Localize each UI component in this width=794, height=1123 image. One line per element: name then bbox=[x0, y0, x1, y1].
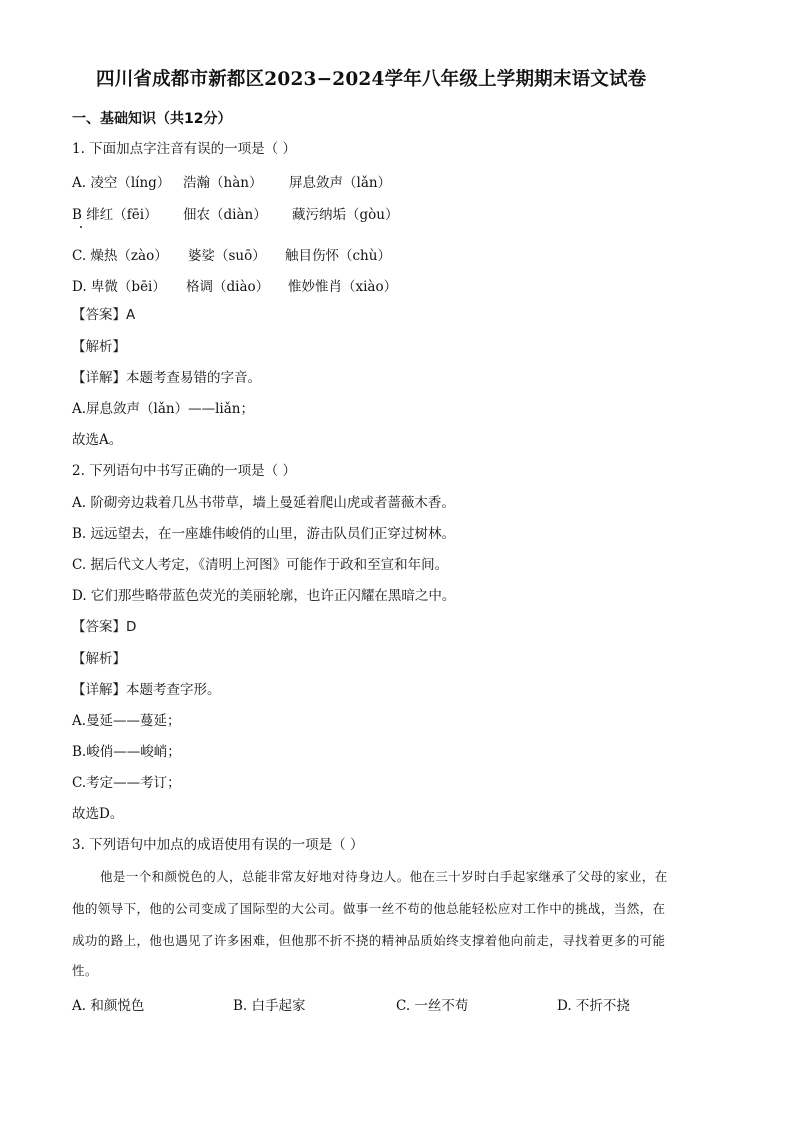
q3-option-d: D. 不折不挠 bbox=[557, 998, 630, 1014]
q3-passage-line-1: 他是一个和颜悦色的人，总能非常友好地对待身边人。他在三十岁时白手起家继承了父母的家业，在 bbox=[100, 869, 668, 884]
q1-note: A.屏息敛声（lǎn）——liǎn； bbox=[72, 401, 254, 417]
emphasis-dot bbox=[80, 226, 82, 228]
exam-title: 四川省成都市新都区2023−2024学年八年级上学期期末语文试卷 bbox=[96, 69, 647, 90]
q2-note-1: A.曼延——蔓延； bbox=[72, 713, 181, 729]
q1-option-d-2: 格调（diào） bbox=[186, 279, 270, 295]
q3-passage-line-4: 性。 bbox=[72, 963, 98, 978]
q1-answer: 【答案】A bbox=[72, 307, 136, 323]
q3-option-b: B. 白手起家 bbox=[233, 998, 306, 1014]
q2-choose: 故选D。 bbox=[72, 806, 124, 822]
q2-option-b: B. 远远望去，在一座雄伟峻俏的山里，游击队员们正穿过树林。 bbox=[72, 526, 456, 542]
q1-option-d-3: 惟妙惟肖（xiào） bbox=[288, 279, 398, 295]
q3-passage-line-3: 成功的路上，他也遇见了许多困难，但他那不折不挠的精神品质始终支撑着他向前走，寻找着更多的可能 bbox=[72, 933, 666, 948]
q1-option-c-3: 触目伤怀（chù） bbox=[285, 248, 391, 264]
q3-passage-line-2: 他的领导下，他的公司变成了国际型的大公司。做事一丝不苟的他总能轻松应对工作中的挑战，当然，在 bbox=[72, 901, 666, 916]
q2-note-2: B.峻俏——峻峭； bbox=[72, 744, 181, 760]
q3-option-a: A. 和颜悦色 bbox=[72, 998, 145, 1014]
q1-option-a-1: A. 凌空（líng） bbox=[72, 175, 171, 191]
q2-option-a: A. 阶砌旁边栽着几丛书带草，墙上曼延着爬山虎或者蔷薇木香。 bbox=[72, 495, 455, 511]
q1-option-a-2: 浩瀚（hàn） bbox=[183, 175, 263, 191]
q1-option-c-2: 婆娑（suō） bbox=[188, 248, 266, 264]
q1-option-b-3: 藏污纳垢（gòu） bbox=[292, 207, 399, 223]
q2-option-d: D. 它们那些略带蓝色荧光的美丽轮廓，也许正闪耀在黑暗之中。 bbox=[72, 588, 456, 604]
q1-option-b-1: B 绯红（fēi） bbox=[72, 207, 158, 223]
q1-analysis-label: 【解析】 bbox=[72, 339, 126, 355]
q2-option-c: C. 据后代文人考定，《清明上河图》可能作于政和至宣和年间。 bbox=[72, 557, 449, 573]
q1-option-b-2: 佃农（diàn） bbox=[183, 207, 267, 223]
q1-choose: 故选A。 bbox=[72, 432, 123, 448]
q1-option-d-1: D. 卑微（bēi） bbox=[72, 279, 166, 295]
q2-stem: 2. 下列语句中书写正确的一项是（ ） bbox=[72, 463, 296, 479]
q2-detail: 【详解】本题考查字形。 bbox=[72, 682, 221, 698]
q2-analysis-label: 【解析】 bbox=[72, 651, 126, 667]
q2-note-3: C.考定——考订； bbox=[72, 775, 181, 791]
q2-answer: 【答案】D bbox=[72, 619, 137, 635]
section-heading: 一、基础知识（共12分） bbox=[72, 111, 232, 127]
q3-option-c: C. 一丝不苟 bbox=[396, 998, 469, 1014]
q1-option-c-1: C. 燥热（zào） bbox=[72, 248, 168, 264]
q3-stem: 3. 下列语句中加点的成语使用有误的一项是（ ） bbox=[72, 837, 364, 853]
q1-stem: 1. 下面加点字注音有误的一项是（ ） bbox=[72, 141, 296, 157]
q1-option-a-3: 屏息敛声（lǎn） bbox=[289, 175, 392, 191]
q1-detail: 【详解】本题考查易错的字音。 bbox=[72, 370, 261, 386]
